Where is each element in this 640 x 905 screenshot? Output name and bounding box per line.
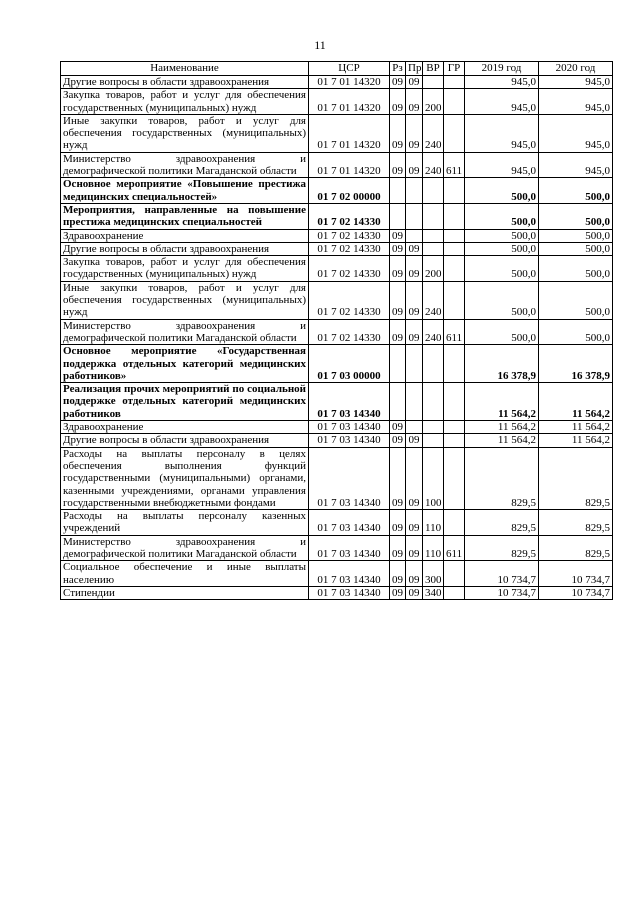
cell-csr: 01 7 03 00000 (309, 345, 390, 383)
cell-csr: 01 7 02 00000 (309, 178, 390, 204)
col-header-name: Наименование (61, 62, 309, 76)
cell-pr: 09 (406, 89, 423, 115)
table-row (61, 535, 613, 561)
cell-rz: 09 (390, 535, 406, 561)
cell-vr (423, 242, 444, 255)
cell-vr (423, 383, 444, 421)
col-header-csr: ЦСР (309, 62, 390, 76)
cell-csr: 01 7 03 14340 (309, 561, 390, 587)
cell-csr: 01 7 02 14330 (309, 203, 390, 229)
cell-name: Иные закупки товаров, работ и услуг для обеспечения государственных (муниципальных) нужд (61, 281, 309, 319)
table-row (61, 242, 613, 255)
cell-vr: 200 (423, 256, 444, 282)
cell-2019: 500,0 (465, 319, 539, 345)
cell-name: Мероприятия, направленные на повышение престижа медицинских специальностей (61, 203, 309, 229)
cell-gr (444, 178, 465, 204)
cell-2020: 10 734,7 (539, 586, 613, 599)
cell-pr: 09 (406, 114, 423, 152)
cell-2019: 500,0 (465, 203, 539, 229)
cell-2019: 10 734,7 (465, 586, 539, 599)
cell-csr: 01 7 02 14330 (309, 281, 390, 319)
table-row (61, 152, 613, 178)
cell-2020: 500,0 (539, 242, 613, 255)
cell-gr (444, 434, 465, 447)
cell-2020: 500,0 (539, 203, 613, 229)
cell-2020: 945,0 (539, 76, 613, 89)
cell-rz (390, 178, 406, 204)
cell-gr (444, 586, 465, 599)
cell-rz: 09 (390, 76, 406, 89)
cell-pr (406, 178, 423, 204)
cell-rz (390, 383, 406, 421)
cell-pr: 09 (406, 586, 423, 599)
cell-gr (444, 89, 465, 115)
cell-pr (406, 203, 423, 229)
cell-2020: 500,0 (539, 229, 613, 242)
table-row (61, 447, 613, 509)
cell-pr: 09 (406, 256, 423, 282)
cell-2019: 500,0 (465, 178, 539, 204)
cell-2020: 945,0 (539, 89, 613, 115)
cell-2020: 11 564,2 (539, 421, 613, 434)
cell-csr: 01 7 02 14330 (309, 242, 390, 255)
cell-vr (423, 421, 444, 434)
cell-2020: 500,0 (539, 281, 613, 319)
cell-vr (423, 345, 444, 383)
cell-name: Реализация прочих мероприятий по социальной поддержке отдельных категорий медицинских работников (61, 383, 309, 421)
cell-2019: 500,0 (465, 229, 539, 242)
cell-2020: 945,0 (539, 114, 613, 152)
cell-pr (406, 421, 423, 434)
cell-name: Здравоохранение (61, 229, 309, 242)
cell-rz: 09 (390, 256, 406, 282)
cell-rz: 09 (390, 447, 406, 509)
cell-vr (423, 178, 444, 204)
cell-2020: 16 378,9 (539, 345, 613, 383)
cell-vr: 240 (423, 281, 444, 319)
cell-csr: 01 7 03 14340 (309, 421, 390, 434)
cell-csr: 01 7 03 14340 (309, 586, 390, 599)
cell-2020: 10 734,7 (539, 561, 613, 587)
cell-csr: 01 7 03 14340 (309, 510, 390, 536)
cell-pr: 09 (406, 152, 423, 178)
cell-pr (406, 229, 423, 242)
cell-vr (423, 229, 444, 242)
cell-2019: 500,0 (465, 281, 539, 319)
cell-2019: 11 564,2 (465, 383, 539, 421)
cell-name: Другие вопросы в области здравоохранения (61, 242, 309, 255)
col-header-vr: ВР (423, 62, 444, 76)
cell-pr: 09 (406, 319, 423, 345)
cell-rz: 09 (390, 586, 406, 599)
cell-rz: 09 (390, 229, 406, 242)
cell-vr: 110 (423, 510, 444, 536)
cell-2020: 829,5 (539, 510, 613, 536)
table-row (61, 434, 613, 447)
table-row (61, 76, 613, 89)
cell-rz: 09 (390, 421, 406, 434)
cell-name: Закупка товаров, работ и услуг для обеспечения государственных (муниципальных) нужд (61, 89, 309, 115)
cell-name: Министерство здравоохранения и демографической политики Магаданской области (61, 152, 309, 178)
cell-2020: 500,0 (539, 178, 613, 204)
cell-csr: 01 7 03 14340 (309, 447, 390, 509)
table-row (61, 89, 613, 115)
cell-name: Другие вопросы в области здравоохранения (61, 434, 309, 447)
cell-csr: 01 7 01 14320 (309, 89, 390, 115)
cell-pr: 09 (406, 535, 423, 561)
cell-gr (444, 76, 465, 89)
cell-name: Министерство здравоохранения и демографической политики Магаданской области (61, 319, 309, 345)
table-row (61, 229, 613, 242)
cell-2020: 829,5 (539, 447, 613, 509)
cell-pr: 09 (406, 561, 423, 587)
cell-pr: 09 (406, 447, 423, 509)
table-row (61, 586, 613, 599)
cell-gr (444, 561, 465, 587)
cell-rz: 09 (390, 242, 406, 255)
cell-csr: 01 7 03 14340 (309, 535, 390, 561)
cell-2019: 829,5 (465, 510, 539, 536)
col-header-gr: ГР (444, 62, 465, 76)
cell-vr: 240 (423, 319, 444, 345)
cell-vr: 240 (423, 152, 444, 178)
cell-gr: 611 (444, 535, 465, 561)
cell-rz: 09 (390, 152, 406, 178)
cell-gr (444, 114, 465, 152)
cell-pr: 09 (406, 510, 423, 536)
cell-2019: 945,0 (465, 114, 539, 152)
table-row (61, 319, 613, 345)
cell-vr: 200 (423, 89, 444, 115)
cell-vr (423, 434, 444, 447)
cell-2019: 945,0 (465, 89, 539, 115)
table-row (61, 383, 613, 421)
cell-gr (444, 256, 465, 282)
cell-gr (444, 383, 465, 421)
cell-vr: 240 (423, 114, 444, 152)
cell-name: Другие вопросы в области здравоохранения (61, 76, 309, 89)
cell-name: Иные закупки товаров, работ и услуг для обеспечения государственных (муниципальных) нужд (61, 114, 309, 152)
table-row (61, 114, 613, 152)
cell-2019: 16 378,9 (465, 345, 539, 383)
cell-gr (444, 242, 465, 255)
cell-2019: 945,0 (465, 76, 539, 89)
col-header-pr: Пр (406, 62, 423, 76)
table-header-row (61, 62, 613, 76)
cell-csr: 01 7 02 14330 (309, 319, 390, 345)
cell-vr: 300 (423, 561, 444, 587)
cell-csr: 01 7 02 14330 (309, 229, 390, 242)
cell-pr (406, 383, 423, 421)
cell-2019: 829,5 (465, 447, 539, 509)
table-row (61, 421, 613, 434)
cell-csr: 01 7 01 14320 (309, 114, 390, 152)
cell-rz: 09 (390, 434, 406, 447)
cell-rz: 09 (390, 510, 406, 536)
cell-2019: 11 564,2 (465, 434, 539, 447)
cell-2019: 11 564,2 (465, 421, 539, 434)
cell-name: Стипендии (61, 586, 309, 599)
cell-gr (444, 229, 465, 242)
cell-gr: 611 (444, 152, 465, 178)
cell-csr: 01 7 03 14340 (309, 383, 390, 421)
cell-vr: 340 (423, 586, 444, 599)
cell-gr (444, 203, 465, 229)
cell-csr: 01 7 03 14340 (309, 434, 390, 447)
cell-2020: 11 564,2 (539, 383, 613, 421)
table-row (61, 178, 613, 204)
cell-name: Основное мероприятие «Повышение престижа медицинских специальностей» (61, 178, 309, 204)
cell-name: Социальное обеспечение и иные выплаты населению (61, 561, 309, 587)
cell-name: Здравоохранение (61, 421, 309, 434)
cell-rz: 09 (390, 561, 406, 587)
cell-2020: 11 564,2 (539, 434, 613, 447)
cell-2020: 945,0 (539, 152, 613, 178)
cell-name: Основное мероприятие «Государственная поддержка отдельных категорий медицинских работников» (61, 345, 309, 383)
budget-table (60, 61, 613, 600)
table-row (61, 510, 613, 536)
cell-rz: 09 (390, 281, 406, 319)
table-row (61, 256, 613, 282)
cell-rz: 09 (390, 89, 406, 115)
cell-name: Закупка товаров, работ и услуг для обеспечения государственных (муниципальных) нужд (61, 256, 309, 282)
cell-pr: 09 (406, 76, 423, 89)
cell-2019: 500,0 (465, 256, 539, 282)
table-row (61, 345, 613, 383)
cell-2019: 10 734,7 (465, 561, 539, 587)
cell-gr (444, 421, 465, 434)
cell-2020: 500,0 (539, 256, 613, 282)
cell-rz (390, 203, 406, 229)
table-body (61, 76, 613, 600)
col-header-rz: Рз (390, 62, 406, 76)
cell-rz: 09 (390, 114, 406, 152)
page-number: 11 (314, 38, 326, 52)
cell-rz: 09 (390, 319, 406, 345)
cell-gr: 611 (444, 319, 465, 345)
cell-rz (390, 345, 406, 383)
cell-vr: 100 (423, 447, 444, 509)
cell-vr: 110 (423, 535, 444, 561)
cell-gr (444, 281, 465, 319)
cell-2019: 829,5 (465, 535, 539, 561)
cell-pr: 09 (406, 434, 423, 447)
col-header-2019: 2019 год (465, 62, 539, 76)
cell-name: Расходы на выплаты персоналу в целях обеспечения выполнения функций государственными (муниципальными) органами, казенными учреждениями, органами управления государственными внебюджетными фондами (61, 447, 309, 509)
cell-pr: 09 (406, 242, 423, 255)
cell-name: Министерство здравоохранения и демографической политики Магаданской области (61, 535, 309, 561)
table-row (61, 203, 613, 229)
cell-2019: 945,0 (465, 152, 539, 178)
cell-pr: 09 (406, 281, 423, 319)
cell-2019: 500,0 (465, 242, 539, 255)
cell-gr (444, 510, 465, 536)
cell-pr (406, 345, 423, 383)
cell-2020: 829,5 (539, 535, 613, 561)
cell-name: Расходы на выплаты персоналу казенных учреждений (61, 510, 309, 536)
table-row (61, 561, 613, 587)
cell-csr: 01 7 02 14330 (309, 256, 390, 282)
cell-2020: 500,0 (539, 319, 613, 345)
cell-csr: 01 7 01 14320 (309, 152, 390, 178)
cell-gr (444, 345, 465, 383)
table-row (61, 281, 613, 319)
col-header-2020: 2020 год (539, 62, 613, 76)
cell-csr: 01 7 01 14320 (309, 76, 390, 89)
cell-vr (423, 203, 444, 229)
cell-gr (444, 447, 465, 509)
cell-vr (423, 76, 444, 89)
